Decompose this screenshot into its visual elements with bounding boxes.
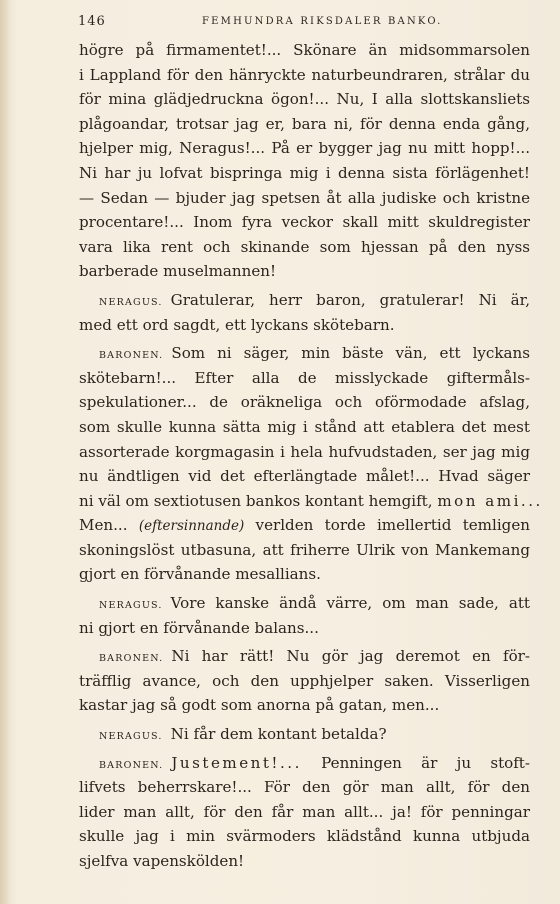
text-line: för mina glädjedruckna ögon!... Nu, I alla slottskansliets — [79, 90, 530, 109]
text-line: skoningslöst utbasuna, att friherre Ulrik von Mankemang — [79, 540, 530, 559]
dialogue-line: NERAGUS. Gratulerar, herr baron, gratulerar! Ni är, — [99, 290, 530, 309]
text-line: i Lappland för den hänryckte naturbeundraren, strålar du — [79, 65, 530, 84]
dialogue-line: BARONEN. Justement!... Penningen är ju stoft- — [99, 753, 530, 772]
page-spine-shadow — [0, 0, 10, 904]
text-line: kastar jag så godt som anorna på gatan, men... — [79, 696, 440, 715]
page-text — [79, 38, 543, 874]
text-line: — Sedan — bjuder jag spetsen åt alla judiske och kristne — [79, 188, 530, 207]
speaker-name: BARONEN. — [99, 653, 164, 665]
text-line: assorterade korgmagasin i hela hufvudstaden, ser jag mig — [79, 442, 530, 461]
text-line: Men... (eftersinnande) verlden torde imellertid temligen — [79, 516, 530, 535]
dialogue-line: NERAGUS. Vore kanske ändå värre, om man sade, att — [99, 594, 530, 613]
speaker-name: NERAGUS. — [99, 600, 163, 612]
page-number: 146 — [78, 14, 106, 29]
text-line: ni gjort en förvånande balans... — [79, 618, 319, 637]
dialogue-line: BARONEN. Ni har rätt! Nu gör jag deremot en för- — [99, 647, 530, 666]
text-line: vara lika rent och skinande som hjessan på den nyss — [79, 237, 530, 256]
text-line: plågoandar, trotsar jag er, bara ni, för denna enda gång, — [79, 114, 530, 133]
text-line: barberade muselmannen! — [79, 262, 277, 281]
text-line: spekulationer... de oräkneliga och oförmodade afslag, — [79, 393, 530, 412]
text-line: sjelfva vapenskölden! — [79, 852, 245, 870]
text-line: med ett ord sagdt, ett lyckans skötebarn. — [79, 315, 395, 334]
text-line: ni väl om sextiotusen bankos kontant hemgift, mon ami... — [79, 491, 543, 510]
text-line: skötebarn!... Efter alla de misslyckade giftermåls- — [79, 368, 530, 387]
speaker-name: BARONEN. — [99, 759, 164, 771]
speaker-name: NERAGUS. — [99, 296, 163, 308]
text-line: som skulle kunna sätta mig i stånd att etablera det mest — [79, 417, 530, 436]
speaker-name: BARONEN. — [99, 350, 164, 362]
speaker-name: NERAGUS. — [99, 731, 163, 743]
dialogue-line: NERAGUS. Ni får dem kontant betalda? — [99, 725, 387, 744]
running-head: FEMHUNDRA RIKSDALER BANKO. — [202, 16, 443, 27]
text-line: högre på firmamentet!... Skönare än midsommarsolen — [79, 41, 530, 59]
text-line: träfflig avance, och den upphjelper saken. Visserligen — [79, 671, 530, 690]
text-line: hjelper mig, Neragus!... På er bygger jag nu mitt hopp!... — [79, 139, 530, 158]
text-line: procentare!... Inom fyra veckor skall mitt skuldregister — [79, 213, 530, 232]
dialogue-line: BARONEN. Som ni säger, min bäste vän, ett lyckans — [99, 344, 530, 363]
text-line: skulle jag i min svärmoders klädstånd kunna utbjuda — [79, 827, 530, 846]
text-line: Ni har ju lofvat bispringa mig i denna sista förlägenhet! — [79, 163, 530, 182]
text-line: lifvets beherrskare!... För den gör man allt, för den — [79, 778, 530, 797]
text-line: gjort en förvånande mesallians. — [79, 565, 321, 584]
text-line: lider man allt, för den får man allt... ja! för penningar — [79, 802, 530, 821]
text-line: nu ändtligen vid det efterlängtade målet!... Hvad säger — [79, 467, 530, 486]
page-header — [78, 14, 530, 32]
stage-direction: (eftersinnande) — [138, 518, 245, 535]
